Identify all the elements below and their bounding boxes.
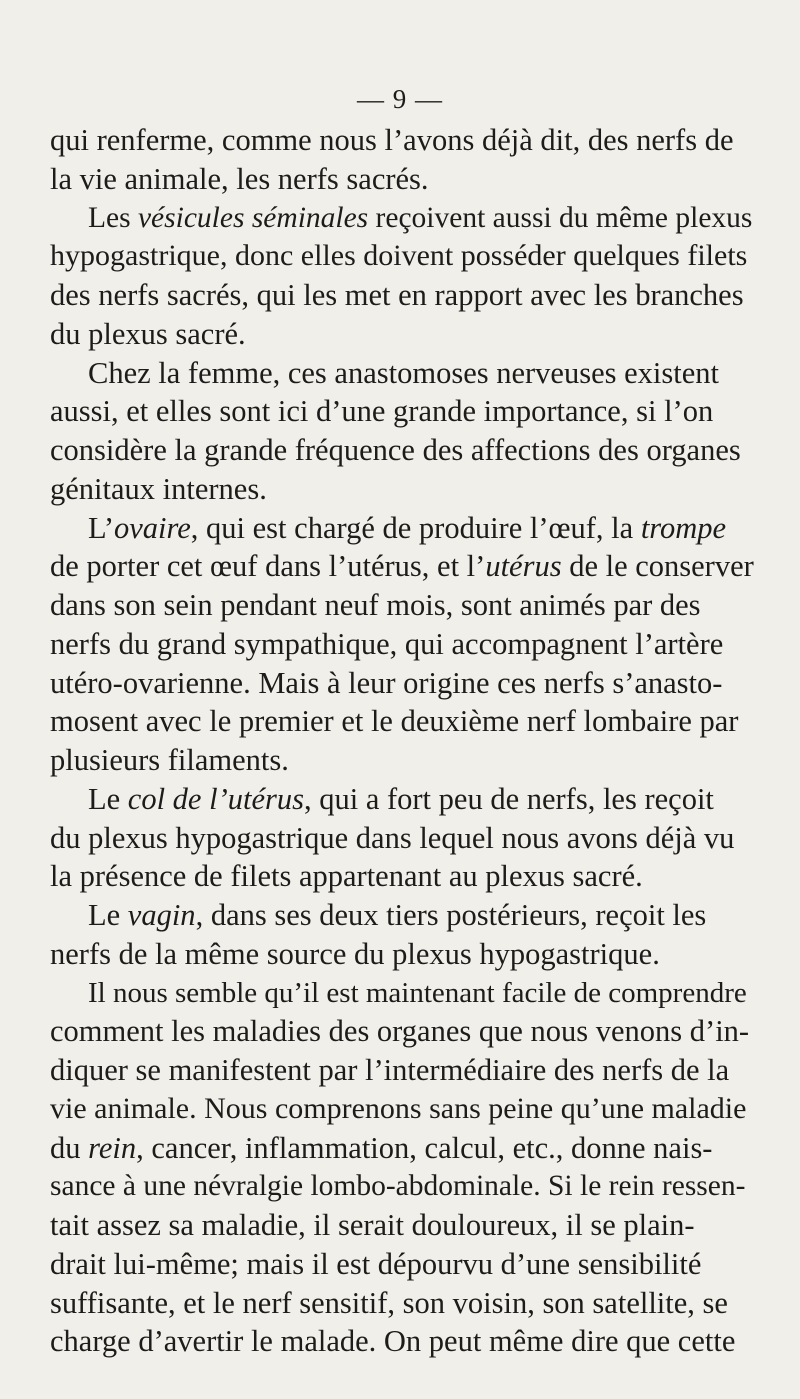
text-line bbox=[88, 353, 754, 393]
text-segment: la vie animale, les nerfs sacrés. bbox=[50, 161, 429, 196]
text-segment: tait assez sa maladie, il serait douloureux, il se plain- bbox=[50, 1208, 695, 1242]
text-segment: du bbox=[50, 1130, 89, 1165]
text-segment: comment les maladies des organes que nous venons d’in- bbox=[50, 1014, 750, 1049]
text-segment: dans son sein pendant neuf mois, sont animés par des bbox=[50, 588, 701, 622]
text-line bbox=[50, 469, 754, 509]
text-segment: diquer se manifestent par l’intermédiaire des nerfs de la bbox=[50, 1053, 730, 1087]
text-segment: hypogastrique, donc elles doivent posséder quelques filets bbox=[50, 239, 748, 273]
text-segment: de le conserver bbox=[561, 549, 754, 584]
text-line bbox=[50, 740, 754, 780]
text-line bbox=[88, 973, 754, 1013]
text-line bbox=[50, 159, 754, 199]
text-line bbox=[50, 1166, 754, 1206]
text-line bbox=[88, 779, 754, 819]
text-segment: suffisante, et le nerf sensitif, son voisin, son satellite, se bbox=[50, 1285, 728, 1320]
text-segment: , qui est chargé de produire l’œuf, la bbox=[190, 510, 641, 545]
text-line bbox=[50, 1321, 754, 1361]
text-line bbox=[50, 1011, 754, 1051]
text-segment: de porter cet œuf dans l’utérus, et l’ bbox=[50, 549, 486, 584]
text-line bbox=[50, 236, 754, 276]
text-line bbox=[50, 1128, 754, 1168]
text-line bbox=[50, 1244, 754, 1284]
text-line bbox=[88, 508, 754, 548]
text-segment: Il nous semble qu’il est maintenant facile de comprendre bbox=[88, 976, 747, 1009]
text-segment: du plexus hypogastrique dans lequel nous avons déjà vu bbox=[50, 820, 735, 855]
text-segment: mosent avec le premier et le deuxième nerf lombaire par bbox=[50, 704, 739, 739]
italic-term: rein bbox=[88, 1130, 137, 1165]
text-segment: des nerfs sacrés, qui les met en rapport avec les branches bbox=[50, 278, 744, 312]
text-line bbox=[50, 934, 754, 974]
text-segment: reçoivent aussi du même plexus bbox=[368, 201, 753, 234]
text-line bbox=[50, 430, 754, 470]
text-line bbox=[50, 391, 754, 431]
page-number: — 9 — bbox=[357, 84, 443, 114]
text-segment: génitaux internes. bbox=[50, 471, 267, 506]
text-segment: drait lui-même; mais il est dépourvu d’une sensibilité bbox=[50, 1246, 702, 1281]
text-line bbox=[50, 856, 754, 896]
text-line bbox=[50, 1050, 754, 1090]
text-segment: L’ bbox=[88, 510, 114, 545]
text-line bbox=[50, 314, 754, 354]
text-line bbox=[88, 895, 754, 935]
text-line bbox=[50, 275, 754, 315]
text-segment: nerfs du grand sympathique, qui accompagnent l’artère bbox=[50, 626, 724, 661]
text-segment: , cancer, inflammation, calcul, etc., donne nais- bbox=[136, 1130, 713, 1165]
text-segment: du plexus sacré. bbox=[50, 316, 246, 351]
italic-term: vagin bbox=[127, 898, 196, 932]
text-segment: nerfs de la même source du plexus hypogastrique. bbox=[50, 936, 660, 971]
text-line bbox=[50, 585, 754, 625]
text-segment: charge d’avertir le malade. On peut même dire que cette bbox=[50, 1324, 736, 1359]
text-segment: la présence de filets appartenant au plexus sacré. bbox=[50, 859, 643, 894]
italic-term: vésicules séminales bbox=[137, 201, 369, 234]
text-segment: Chez la femme, ces anastomoses nerveuses existent bbox=[88, 355, 719, 390]
text-segment: vie animale. Nous comprenons sans peine qu’une maladie bbox=[50, 1091, 747, 1125]
text-segment: Le bbox=[88, 898, 128, 932]
text-segment: utéro-ovarienne. Mais à leur origine ces nerfs s’anasto- bbox=[50, 665, 723, 700]
text-segment: aussi, et elles sont ici d’une grande importance, si l’on bbox=[50, 394, 714, 429]
text-segment: plusieurs filaments. bbox=[50, 743, 289, 777]
text-line bbox=[50, 546, 754, 586]
text-segment: considère la grande fréquence des affections des organes bbox=[50, 433, 741, 467]
italic-term: ovaire bbox=[114, 510, 191, 545]
text-line bbox=[50, 120, 754, 160]
text-line bbox=[50, 701, 754, 741]
text-segment: sance à une névralgie lombo-abdominale. Si le rein ressen- bbox=[50, 1170, 746, 1203]
text-line bbox=[50, 1283, 754, 1323]
text-segment: Les bbox=[88, 201, 138, 234]
text-line bbox=[88, 198, 754, 238]
text-line bbox=[50, 624, 754, 664]
text-segment: , dans ses deux tiers postérieurs, reçoit les bbox=[195, 898, 707, 932]
italic-term: utérus bbox=[485, 549, 562, 584]
text-line bbox=[50, 818, 754, 858]
text-line bbox=[50, 663, 754, 703]
text-segment: Le bbox=[88, 781, 128, 816]
text-line bbox=[50, 1205, 754, 1245]
italic-term: col de l’utérus bbox=[127, 781, 304, 816]
italic-term: trompe bbox=[640, 510, 727, 545]
text-line bbox=[50, 1089, 754, 1129]
text-segment: qui renferme, comme nous l’avons déjà dit, des nerfs de bbox=[50, 123, 734, 157]
text-segment: , qui a fort peu de nerfs, les reçoit bbox=[303, 781, 714, 816]
